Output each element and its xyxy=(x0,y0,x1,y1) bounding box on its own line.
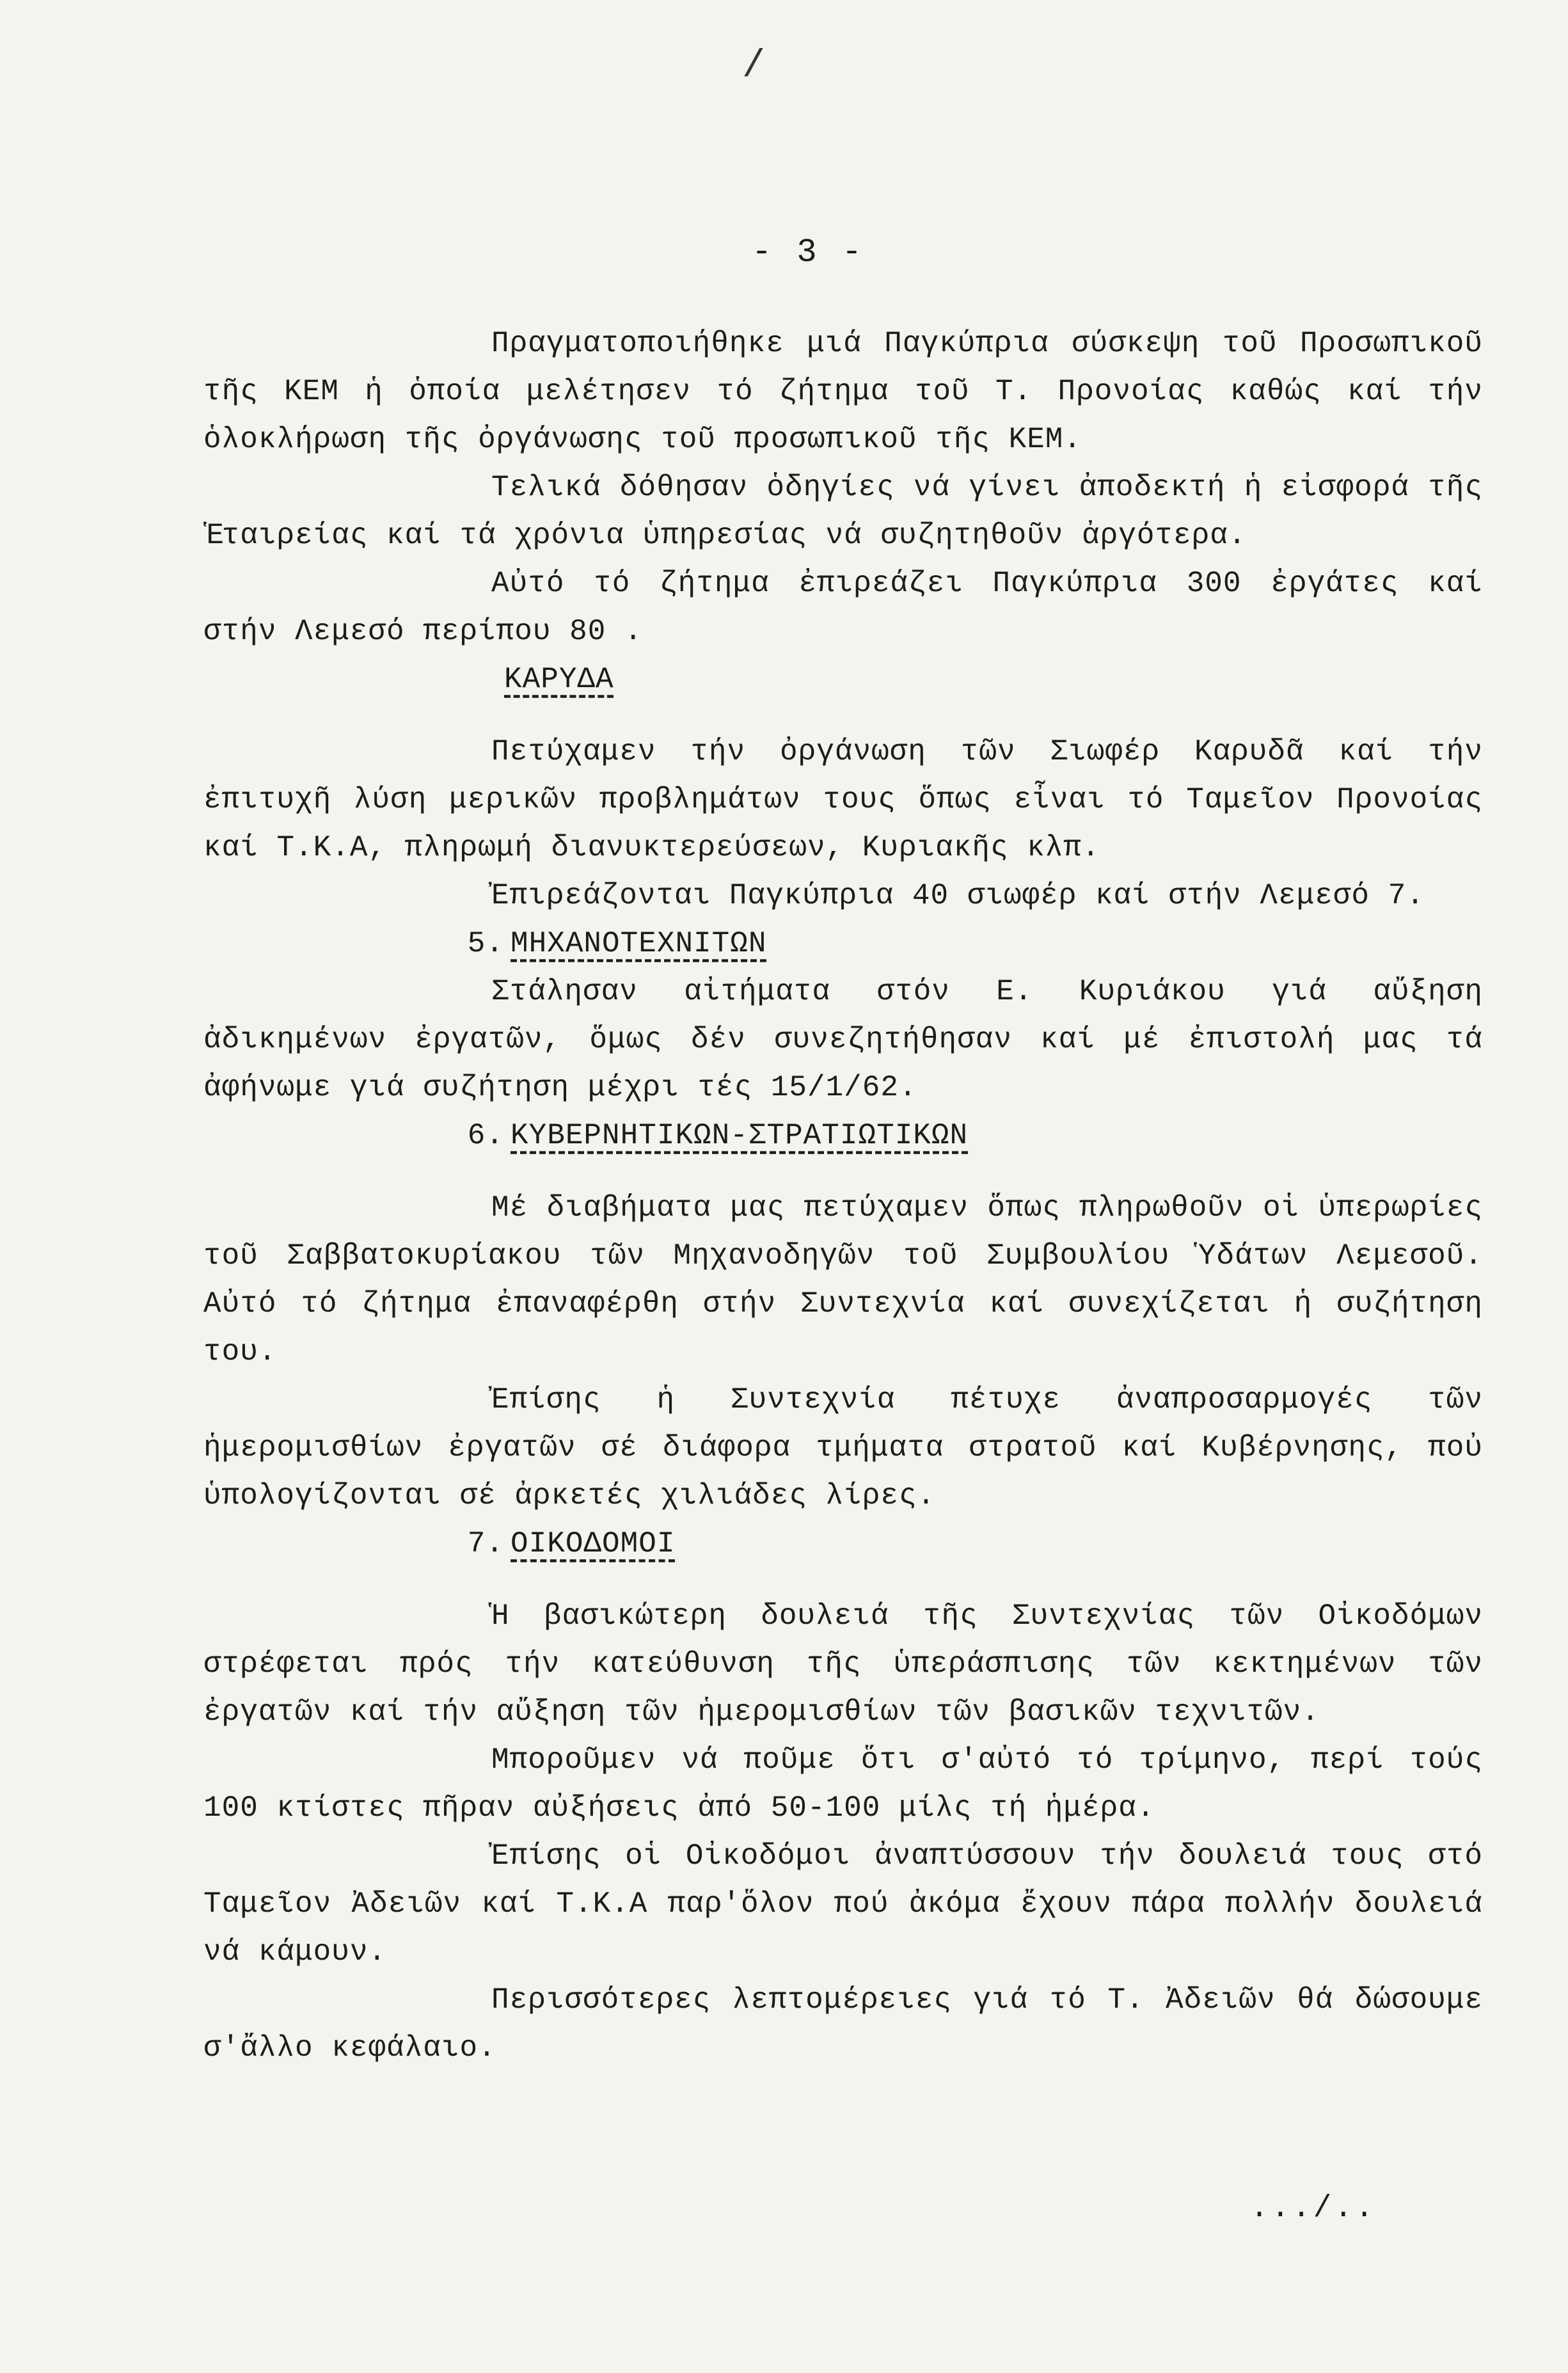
continuation-mark: .../.. xyxy=(1250,2191,1376,2226)
paragraph-mechanics: Στάλησαν αἰτήματα στόν Ε. Κυριάκου γιά αὔξηση ἀδικημένων ἐργατῶν, ὅμως δέν συνεζητήθησαν καί μέ ἐπιστολή μας τά ἀφήνωμε γιά συζήτηση μέχρι τές 15/1/62. xyxy=(203,975,1483,1104)
paragraph-karyda-drivers: Πετύχαμεν τήν ὀργάνωση τῶν Σιωφέρ Καρυδᾶ καί τήν ἐπιτυχῆ λύση μερικῶν προβλημάτων τους ὅπως εἶναι τό Ταμεῖον Προνοίας καί Τ.Κ.Α, πληρωμή διανυκτερεύσεων, Κυριακῆς κλπ. xyxy=(203,735,1483,864)
subheading-karyda xyxy=(203,656,1483,704)
paragraph-leave-fund: Ἐπίσης οἱ Οἰκοδόμοι ἀναπτύσσουν τήν δουλειά τους στό Ταμεῖον Ἀδειῶν καί Τ.Κ.Α παρ'ὅλον πού ἀκόμα ἔχουν πάρα πολλήν δουλειά νά κάμουν. xyxy=(203,1839,1483,1969)
paragraph-more-details: Περισσότερες λεπτομέρειες γιά τό Τ. Ἀδειῶν θά δώσουμε σ'ἄλλο κεφάλαιο. xyxy=(203,1983,1483,2065)
document-body xyxy=(203,320,1483,2072)
section-6-heading xyxy=(203,1112,1483,1160)
section-5-heading xyxy=(203,920,1483,968)
paragraph-wage-adjustments: Ἐπίσης ἡ Συντεχνία πέτυχε ἀναπροσαρμογές τῶν ἡμερομισθίων ἐργατῶν σέ διάφορα τμήματα στρατοῦ καί Κυβέρνησης, ποὐ ὑπολογίζονται σέ ἀρκετές χιλιάδες λίρες. xyxy=(203,1383,1483,1512)
paragraph-karyda-affected: Ἐπιρεάζονται Παγκύπρια 40 σιωφέρ καί στήν Λεμεσό 7. xyxy=(491,879,1425,912)
paragraph-affected-workers: Αὐτό τό ζήτημα ἐπιρεάζει Παγκύπρια 300 ἐργάτες καί στήν Λεμεσό περίπου 80 . xyxy=(203,567,1483,648)
section-7-number: 7. xyxy=(467,1527,504,1560)
section-7-title: ΟΙΚΟΔΟΜΟΙ xyxy=(511,1527,676,1560)
paragraph-overtime: Μέ διαβήματα μας πετύχαμεν ὅπως πληρωθοῦν οἱ ὑπερωρίες τοῦ Σαββατοκυρίακου τῶν Μηχανοδηγῶν τοῦ Συμβουλίου Ὑδάτων Λεμεσοῦ. Αὐτό τό ζήτημα ἐπαναφέρθη στήν Συντεχνία καί συνεχίζεται ἡ συζήτηση του. xyxy=(203,1191,1483,1369)
page-number: - 3 - xyxy=(752,234,865,271)
paragraph-builders-union: Ἡ βασικώτερη δουλειά τῆς Συντεχνίας τῶν Οἰκοδόμων στρέφεται πρός τήν κατεύθυνση τῆς ὑπεράσπισης τῶν κεκτημένων τῶν ἐργατῶν καί τήν αὔξηση τῶν ἡμερομισθίων τῶν βασικῶν τεχνιτῶν. xyxy=(203,1599,1483,1729)
section-5-number: 5. xyxy=(467,927,504,960)
section-7-heading xyxy=(203,1520,1483,1568)
paragraph-builders-raises: Μποροῦμεν νά ποῦμε ὅτι σ'αὐτό τό τρίμηνο, περί τούς 100 κτίστες πῆραν αὐξήσεις ἀπό 50-100 μίλς τή ἡμέρα. xyxy=(203,1743,1483,1825)
section-6-title: ΚΥΒΕΡΝΗΤΙΚΩΝ-ΣΤΡΑΤΙΩΤΙΚΩΝ xyxy=(511,1119,969,1152)
paragraph-instructions: Τελικά δόθησαν ὁδηγίες νά γίνει ἀποδεκτή ἡ εἰσφορά τῆς Ἑταιρείας καί τά χρόνια ὑπηρεσίας νά συζητηθοῦν ἀργότερα. xyxy=(203,471,1483,552)
section-5-title: ΜΗΧΑΝΟΤΕΧΝΙΤΩΝ xyxy=(511,927,767,960)
slash-mark: / xyxy=(742,45,766,88)
paragraph-meeting: Πραγματοποιήθηκε μιά Παγκύπρια σύσκεψη τοῦ Προσωπικοῦ τῆς ΚΕΜ ἡ ὁποία μελέτησεν τό ζήτημα τοῦ Τ. Προνοίας καθώς καί τήν ὁλοκλήρωση τῆς ὀργάνωσης τοῦ προσωπικοῦ τῆς ΚΕΜ. xyxy=(203,327,1483,456)
section-6-number: 6. xyxy=(467,1119,504,1152)
subheading-karyda-title: ΚΑΡΥΔΑ xyxy=(504,663,614,696)
